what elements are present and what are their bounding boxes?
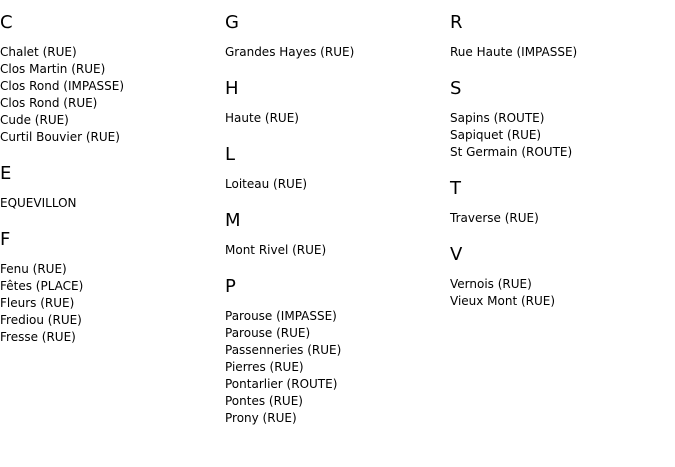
street-link[interactable]: Chalet (RUE) [0,45,77,59]
letter-group-s [450,79,672,161]
letter-heading: H [225,78,239,99]
street-link[interactable]: Grandes Hayes (RUE) [225,45,355,59]
street-link[interactable]: St Germain (ROUTE) [450,145,573,159]
street-link[interactable]: Fresse (RUE) [0,330,76,344]
street-link[interactable]: Fleurs (RUE) [0,296,75,310]
street-index-column-3 [450,0,672,310]
street-link[interactable]: Cude (RUE) [0,113,69,127]
street-link[interactable]: Loiteau (RUE) [225,177,308,191]
street-link[interactable]: Clos Martin (RUE) [0,62,106,76]
letter-heading: P [225,276,236,297]
street-link[interactable]: Fêtes (PLACE) [0,279,84,293]
street-link[interactable]: Clos Rond (RUE) [0,96,98,110]
street-link[interactable]: Traverse (RUE) [450,211,539,225]
street-link[interactable]: Frediou (RUE) [0,313,82,327]
street-link[interactable]: EQUEVILLON [0,196,77,210]
street-link[interactable]: Haute (RUE) [225,111,299,125]
letter-group-v [450,245,672,310]
street-list [450,276,672,310]
street-link[interactable]: Fenu (RUE) [0,262,67,276]
street-link[interactable]: Passenneries (RUE) [225,343,342,357]
letter-group-m [225,211,447,259]
letter-heading: R [450,12,463,33]
street-list [450,44,672,61]
street-link[interactable]: Pontes (RUE) [225,394,303,408]
street-list [0,195,222,212]
letter-group-c [0,13,222,146]
letter-heading: M [225,210,241,231]
letter-heading: C [0,12,13,33]
letter-group-r [450,13,672,61]
letter-group-t [450,179,672,227]
street-list [0,261,222,346]
street-list [225,110,447,127]
street-link[interactable]: Curtil Bouvier (RUE) [0,130,120,144]
street-list [225,44,447,61]
letter-group-p [225,277,447,427]
street-link[interactable]: Prony (RUE) [225,411,297,425]
street-link[interactable]: Parouse (RUE) [225,326,311,340]
letter-heading: S [450,78,462,99]
letter-heading: F [0,229,11,250]
street-link[interactable]: Mont Rivel (RUE) [225,243,327,257]
letter-heading: V [450,244,463,265]
street-index-column-1 [0,0,222,346]
street-link[interactable]: Vernois (RUE) [450,277,532,291]
street-list [450,210,672,227]
letter-heading: T [450,178,461,199]
street-link[interactable]: Pontarlier (ROUTE) [225,377,338,391]
street-index-column-2 [225,0,447,427]
street-list [0,44,222,146]
street-link[interactable]: Clos Rond (IMPASSE) [0,79,125,93]
street-list [225,176,447,193]
street-list [225,242,447,259]
letter-group-f [0,230,222,346]
letter-group-h [225,79,447,127]
letter-group-e [0,164,222,212]
street-list [225,308,447,427]
letter-group-g [225,13,447,61]
street-link[interactable]: Parouse (IMPASSE) [225,309,337,323]
street-list [450,110,672,161]
letter-heading: L [225,144,236,165]
street-link[interactable]: Vieux Mont (RUE) [450,294,556,308]
letter-group-l [225,145,447,193]
letter-heading: G [225,12,239,33]
street-link[interactable]: Sapiquet (RUE) [450,128,542,142]
street-link[interactable]: Sapins (ROUTE) [450,111,545,125]
letter-heading: E [0,163,12,184]
street-link[interactable]: Pierres (RUE) [225,360,304,374]
street-link[interactable]: Rue Haute (IMPASSE) [450,45,578,59]
